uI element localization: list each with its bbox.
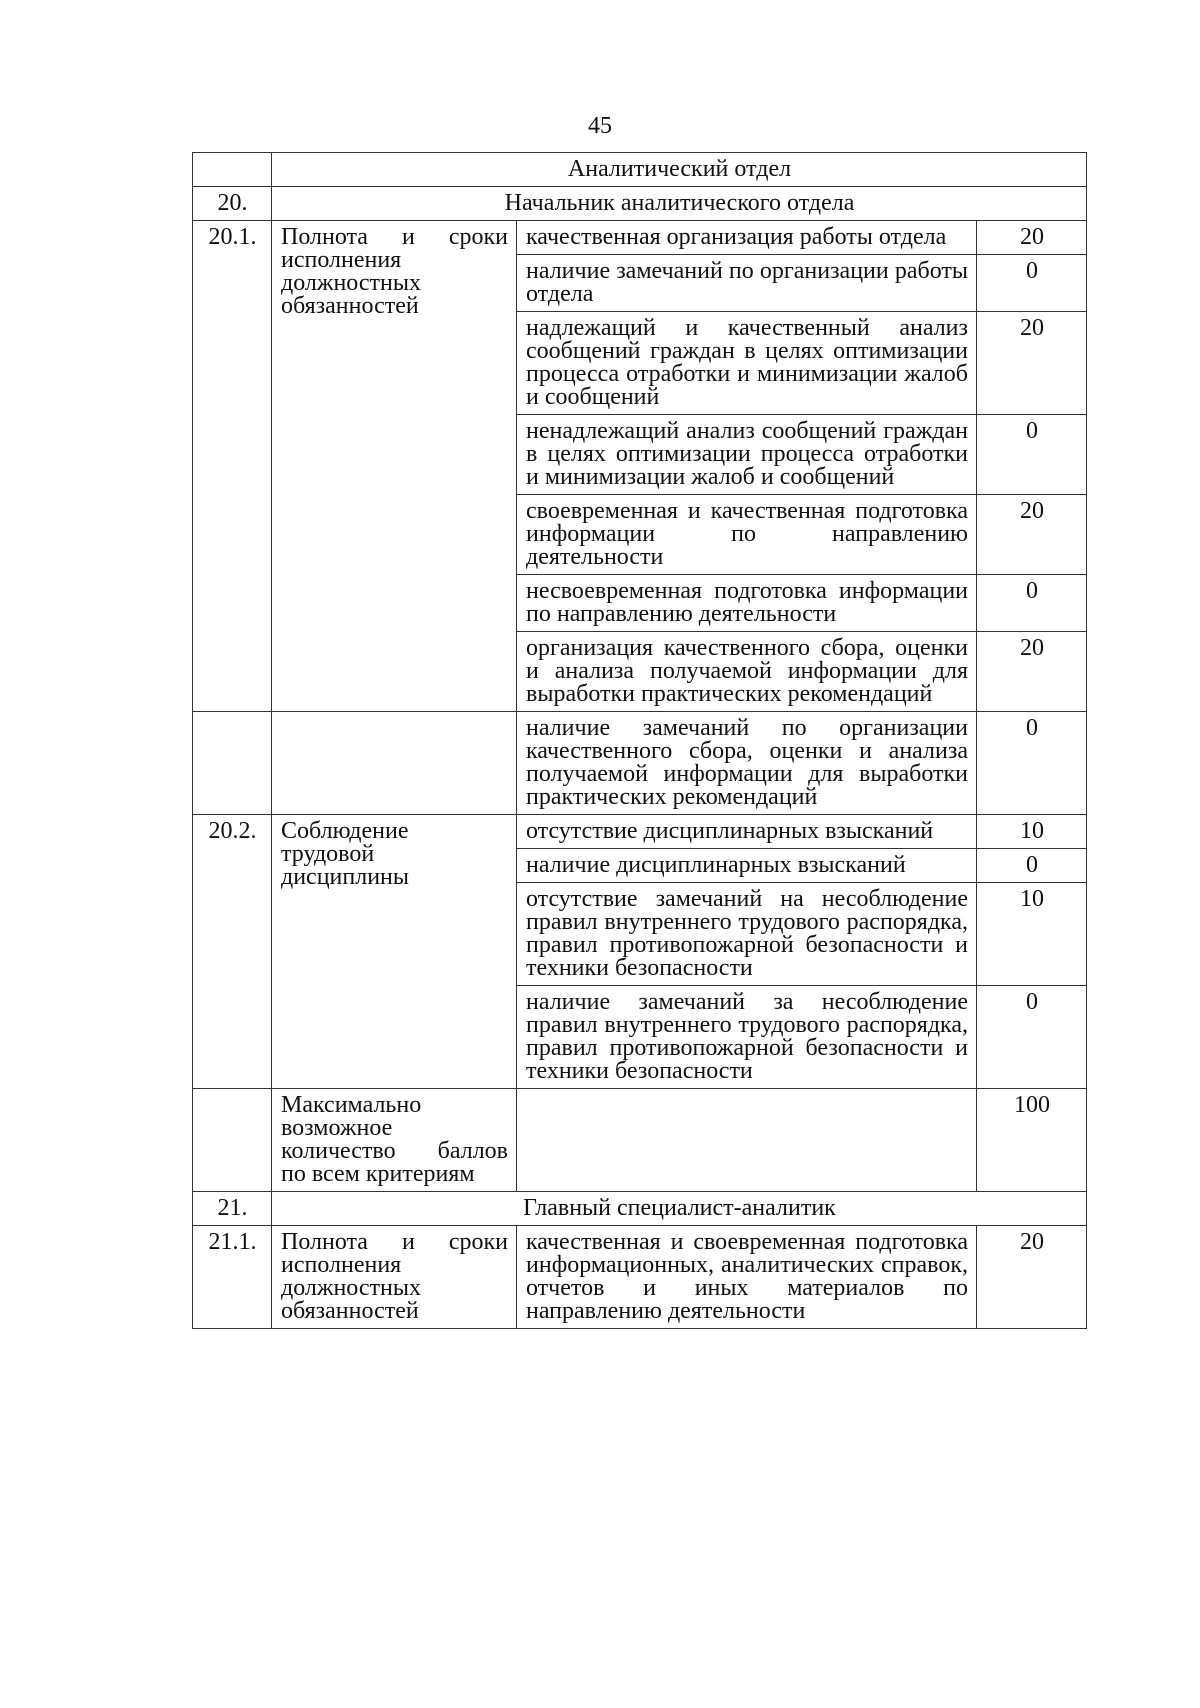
section-number: 21.	[193, 1192, 272, 1226]
department-row	[193, 153, 1087, 187]
table-row	[193, 712, 1087, 815]
indicator-text: организация качественного сбора, оценки и анализа получаемой информации для выработки практических рекомендаций	[517, 632, 977, 712]
max-points-row	[193, 1089, 1087, 1192]
empty-cell	[272, 712, 517, 815]
page-number: 45	[588, 113, 612, 139]
indicator-points: 0	[977, 415, 1087, 495]
section-title: Главный специалист-аналитик	[272, 1192, 1087, 1226]
criterion-name: Полнота и сроки исполнения должностных обязанностей	[272, 221, 517, 712]
indicator-points: 20	[977, 495, 1087, 575]
table-row	[193, 815, 1087, 849]
indicator-text: качественная и своевременная подготовка информационных, аналитических справок, отчетов и иных материалов по направлению деятельности	[517, 1226, 977, 1329]
criterion-number: 20.2.	[193, 815, 272, 1089]
indicator-text: наличие дисциплинарных взысканий	[517, 849, 977, 883]
empty-cell	[517, 1089, 977, 1192]
indicator-text: наличие замечаний по организации качественного сбора, оценки и анализа получаемой информации для выработки практических рекомендаций	[517, 712, 977, 815]
criterion-name: Полнота и сроки исполнения должностных обязанностей	[272, 1226, 517, 1329]
indicator-text: отсутствие дисциплинарных взысканий	[517, 815, 977, 849]
indicator-text: своевременная и качественная подготовка информации по направлению деятельности	[517, 495, 977, 575]
empty-cell	[193, 153, 272, 187]
indicator-text: наличие замечаний по организации работы отдела	[517, 255, 977, 312]
section-title: Начальник аналитического отдела	[272, 187, 1087, 221]
indicator-points: 20	[977, 1226, 1087, 1329]
section-row	[193, 1192, 1087, 1226]
indicator-points: 20	[977, 632, 1087, 712]
indicator-points: 0	[977, 712, 1087, 815]
criterion-name: Соблюдение трудовой дисциплины	[272, 815, 517, 1089]
section-row	[193, 187, 1087, 221]
indicator-points: 10	[977, 883, 1087, 986]
indicator-points: 20	[977, 312, 1087, 415]
criterion-number: 21.1.	[193, 1226, 272, 1329]
indicator-points: 0	[977, 575, 1087, 632]
criteria-table	[192, 152, 1087, 1329]
table-row	[193, 221, 1087, 255]
table-row	[193, 1226, 1087, 1329]
indicator-points: 0	[977, 255, 1087, 312]
indicator-points: 20	[977, 221, 1087, 255]
max-points-value: 100	[977, 1089, 1087, 1192]
indicator-text: ненадлежащий анализ сообщений граждан в целях оптимизации процесса отработки и минимизации жалоб и сообщений	[517, 415, 977, 495]
indicator-points: 0	[977, 849, 1087, 883]
indicator-points: 10	[977, 815, 1087, 849]
max-points-label: Максимально возможное количество баллов по всем критериям	[272, 1089, 517, 1192]
indicator-text: качественная организация работы отдела	[517, 221, 977, 255]
empty-cell	[193, 712, 272, 815]
indicator-text: отсутствие замечаний на несоблюдение правил внутреннего трудового распорядка, правил противопожарной безопасности и техники безопасности	[517, 883, 977, 986]
department-title: Аналитический отдел	[272, 153, 1087, 187]
empty-cell	[193, 1089, 272, 1192]
indicator-text: наличие замечаний за несоблюдение правил внутреннего трудового распорядка, правил противопожарной безопасности и техники безопасности	[517, 986, 977, 1089]
indicator-text: несвоевременная подготовка информации по направлению деятельности	[517, 575, 977, 632]
criterion-number: 20.1.	[193, 221, 272, 712]
section-number: 20.	[193, 187, 272, 221]
indicator-text: надлежащий и качественный анализ сообщений граждан в целях оптимизации процесса отработки и минимизации жалоб и сообщений	[517, 312, 977, 415]
indicator-points: 0	[977, 986, 1087, 1089]
